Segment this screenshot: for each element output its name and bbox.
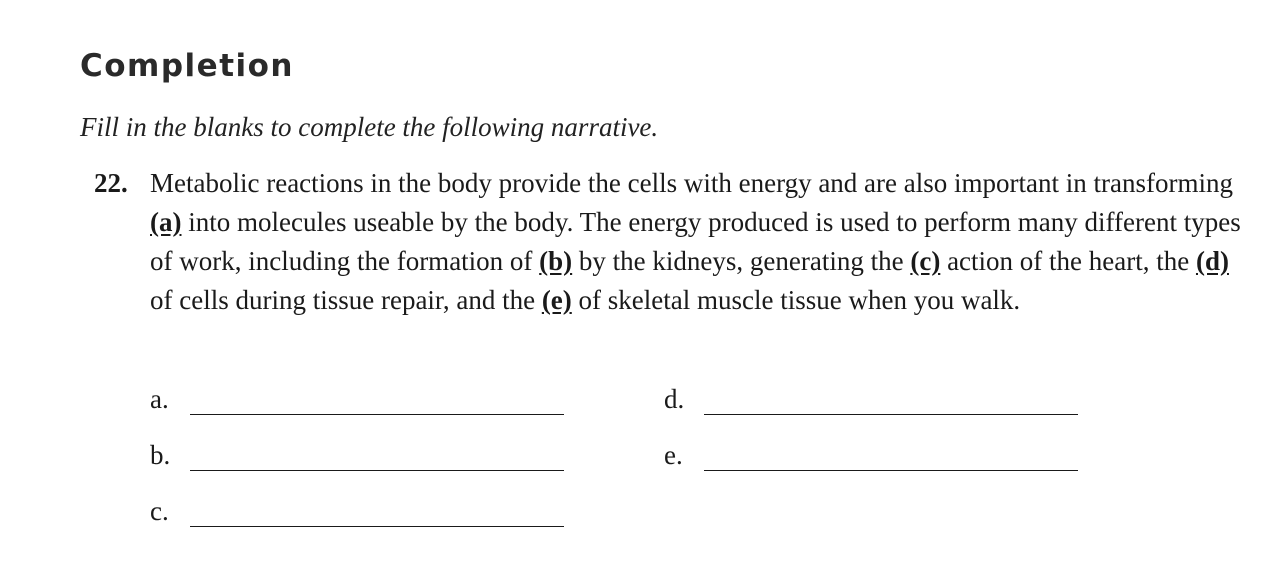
question-text-segment: of cells during tissue repair, and the — [150, 285, 542, 315]
answer-d[interactable] — [664, 384, 1078, 415]
question-number: 22. — [94, 168, 128, 198]
blank-reference-c: (c) — [910, 246, 941, 276]
answer-letter: e. — [664, 440, 683, 470]
answer-letter: b. — [150, 440, 171, 470]
question-text-segment: of skeletal muscle tissue when you walk. — [571, 285, 1021, 315]
answer-e[interactable] — [664, 440, 1078, 471]
answer-letter: c. — [150, 496, 169, 526]
answer-c[interactable] — [150, 496, 564, 527]
instructions: Fill in the blanks to complete the following narrative. — [80, 112, 659, 142]
answer-line-b[interactable] — [190, 444, 564, 471]
question-text-segment: into molecules useable by the body. The energy produced is used to perform many different types of work, including the formation of — [150, 207, 1241, 276]
blank-reference-b: (b) — [539, 246, 573, 276]
answer-line-a[interactable] — [190, 388, 564, 415]
question-22 — [94, 164, 1254, 320]
answer-line-c[interactable] — [190, 500, 564, 527]
answer-line-e[interactable] — [704, 444, 1078, 471]
section-heading: Completion — [80, 48, 295, 84]
question-text — [150, 164, 1254, 320]
blank-reference-d: (d) — [1195, 246, 1229, 276]
answer-line-d[interactable] — [704, 388, 1078, 415]
blank-reference-a: (a) — [150, 207, 182, 237]
blank-reference-e: (e) — [541, 285, 572, 315]
answer-letter: d. — [664, 384, 685, 414]
question-text-segment: by the kidneys, generating the — [572, 246, 911, 276]
answer-letter: a. — [150, 384, 169, 414]
answer-a[interactable] — [150, 384, 564, 415]
question-text-segment: Metabolic reactions in the body provide the cells with energy and are also important in transforming — [150, 168, 1233, 198]
question-text-segment: action of the heart, the — [940, 246, 1196, 276]
answer-b[interactable] — [150, 440, 564, 471]
